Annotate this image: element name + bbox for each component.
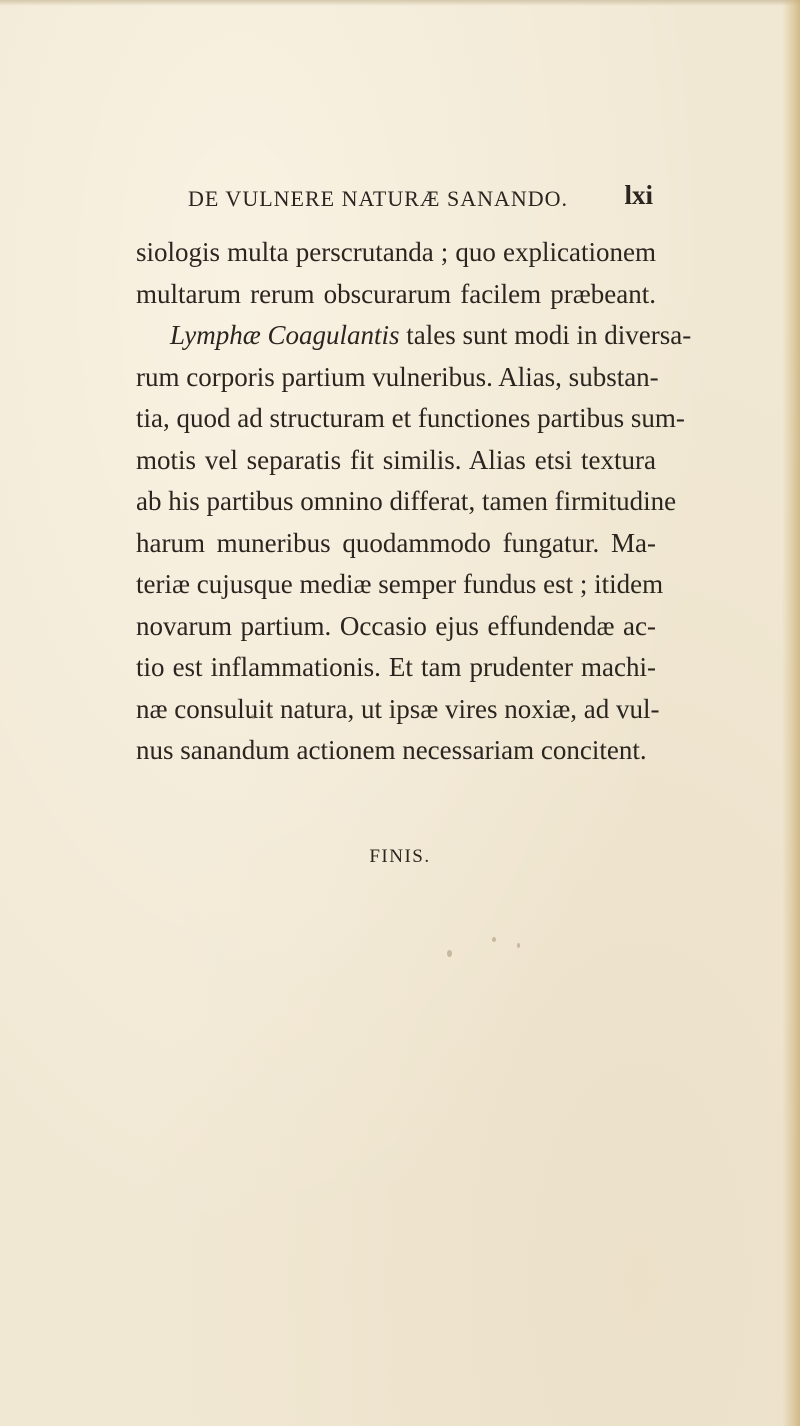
ink-speck	[492, 937, 496, 942]
ink-speck	[268, 712, 272, 718]
running-head-title: DE VULNERE NATURÆ SANANDO.	[188, 186, 569, 211]
text-line: rum corporis partium vulneribus. Alias, substan-	[136, 361, 659, 392]
text-line: næ consuluit natura, ut ipsæ vires noxiæ, ad vul-	[136, 693, 660, 724]
body-paragraph	[136, 232, 692, 772]
page-number: lxi	[624, 180, 653, 210]
finis-label: FINIS.	[369, 846, 431, 867]
italic-term: Lymphæ Coagulantis	[170, 320, 400, 350]
running-head	[188, 180, 653, 220]
text-line	[136, 315, 692, 357]
ink-speck	[517, 943, 520, 948]
text-line: nus sanandum actionem necessariam concitent.	[136, 735, 647, 765]
text-line: multarum rerum obscurarum facilem præbeant.	[136, 278, 656, 309]
text-line: motis vel separatis fit similis. Alias etsi textura	[136, 444, 656, 475]
text-line: siologis multa perscrutanda ; quo explicationem	[136, 237, 656, 267]
text-line: tia, quod ad structuram et functiones partibus sum-	[136, 403, 685, 433]
text-line: novarum partium. Occasio ejus effundendæ ac-	[136, 610, 656, 641]
text-line-rest: tales sunt modi in diversa-	[399, 320, 692, 350]
text-line: teriæ cujusque mediæ semper fundus est ; itidem	[136, 569, 664, 599]
ink-speck	[447, 950, 452, 957]
ink-speck	[251, 714, 256, 719]
text-line: tio est inflammationis. Et tam prudenter machi-	[136, 652, 656, 682]
page-top-edge	[0, 0, 800, 6]
text-line: harum muneribus quodammodo fungatur. Ma-	[136, 527, 656, 558]
page-right-edge	[782, 0, 800, 1426]
text-line: ab his partibus omnino differat, tamen firmitudine	[136, 486, 677, 516]
